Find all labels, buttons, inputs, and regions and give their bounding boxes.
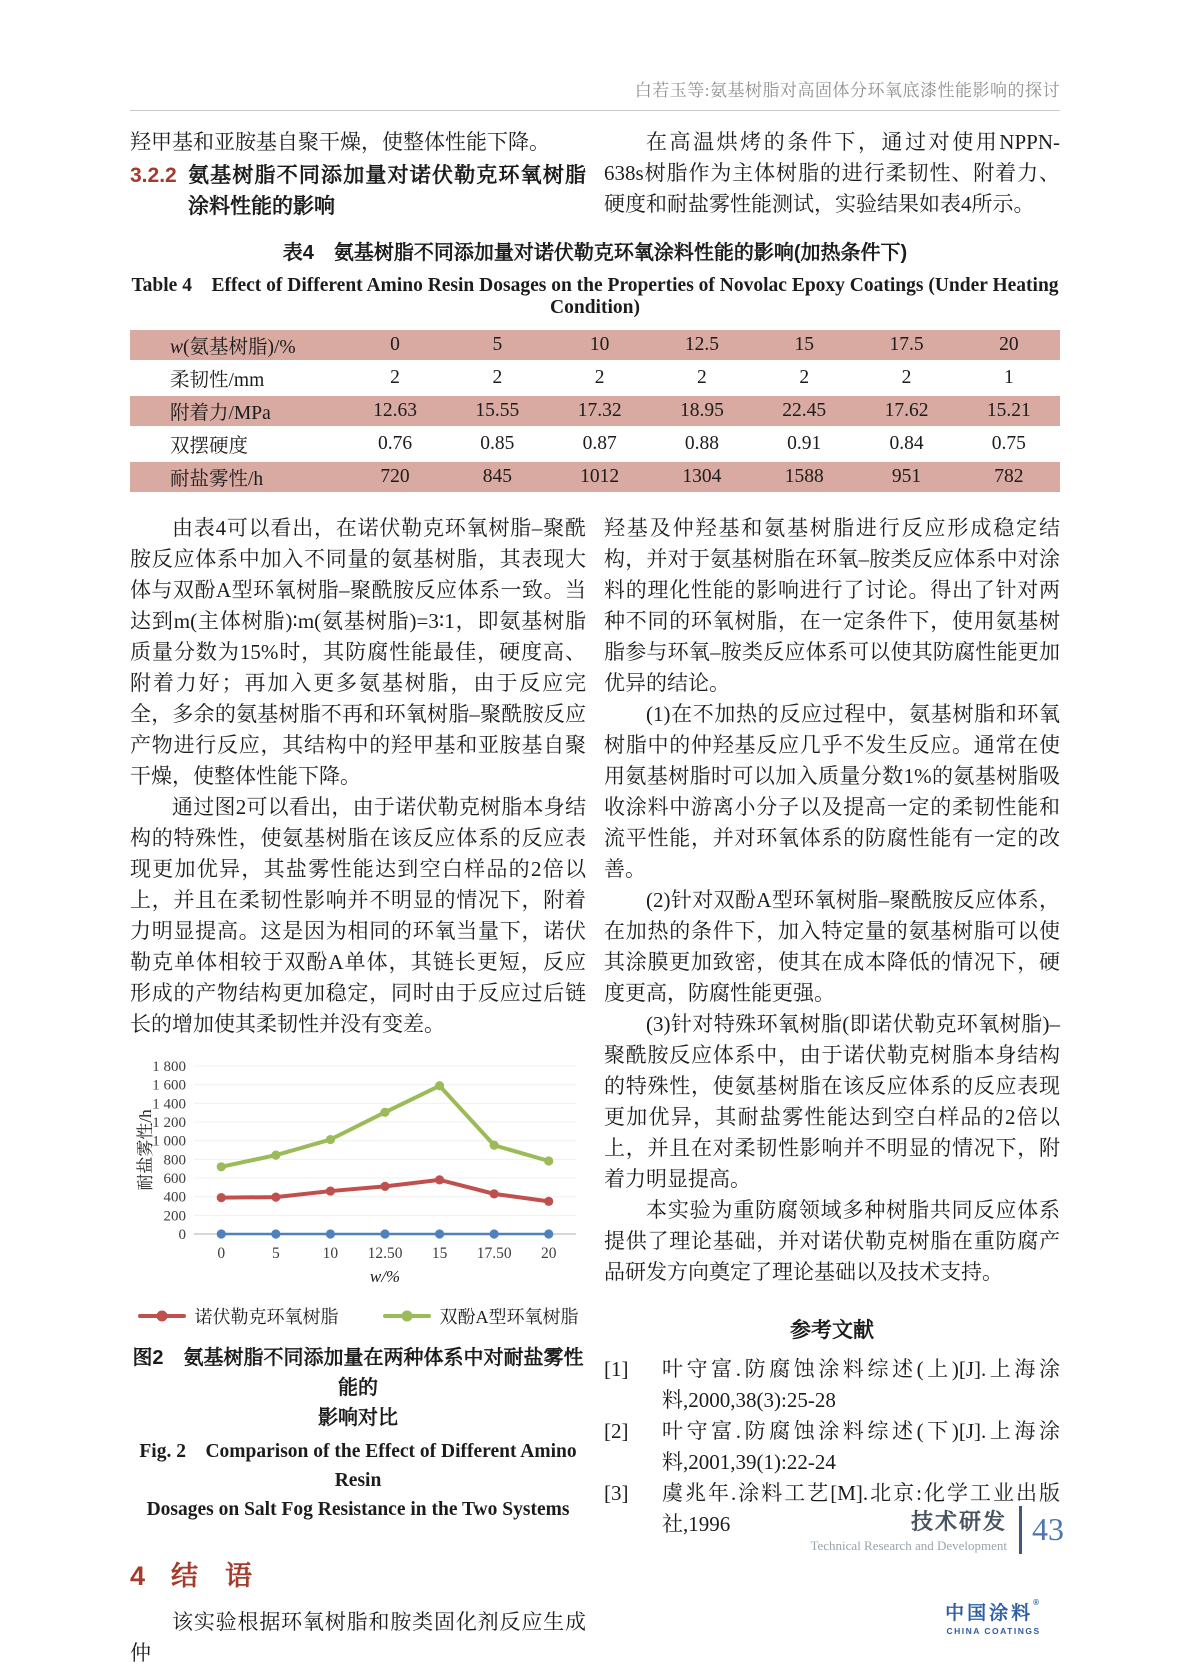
table-row [130, 462, 1060, 492]
reference-number: [1] [604, 1357, 629, 1381]
table-cell: 1 [1003, 367, 1014, 388]
data-point [544, 1156, 553, 1165]
reference-item [604, 1354, 1060, 1416]
table-row [130, 429, 1060, 459]
table-cell: 15.21 [958, 396, 1060, 426]
legend-marker-dot [156, 1311, 167, 1322]
section-3-2-2-heading [130, 160, 586, 222]
legend-marker [383, 1314, 431, 1318]
paragraph: 本实验为重防腐领域多种树脂共同反应体系提供了理论基础，并对诺伏勒克树脂在重防腐产品研发方向奠定了理论基础以及技术支持。 [604, 1198, 1060, 1284]
data-point [380, 1108, 389, 1117]
table-cell: 0.85 [480, 433, 515, 454]
legend-marker-dot [401, 1311, 412, 1322]
figure2-caption-cn-line1: 图2 氨基树脂不同添加量在两种体系中对耐盐雾性能的 [132, 1347, 584, 1399]
data-point [544, 1229, 553, 1238]
table-cell: 17.5 [855, 330, 957, 360]
figure2 [130, 1056, 586, 1524]
top-left-column [130, 127, 586, 222]
table-cell: 782 [958, 462, 1060, 492]
reference-text: 叶守富.防腐蚀涂料综述(下)[J].上海涂料,2001,39(1):22-24 [662, 1419, 1060, 1474]
svg-text:1 600: 1 600 [152, 1077, 186, 1094]
svg-text:600: 600 [163, 1171, 186, 1187]
section-title: 结 语 [171, 1561, 253, 1591]
table-cell: 720 [344, 462, 446, 492]
legend-item [138, 1303, 339, 1329]
svg-text:17.50: 17.50 [476, 1245, 512, 1262]
paragraph: 通过图2可以看出，由于诺伏勒克树脂本身结构的特殊性，使氨基树脂在该反应体系的反应表现更加优异，其盐雾性能达到空白样品的2倍以上，并且在柔韧性影响并不明显的情况下，附着力明显提高。这是因为相同的环氧当量下，诺伏勒克单体相较于双酚A单体，其链长更短，反应形成的产物结构更加稳定，同时由于反应过后链长的增加使其柔韧性并没有变差。 [130, 795, 586, 1036]
data-point [435, 1175, 444, 1184]
table-cell: 845 [446, 462, 548, 492]
data-point [435, 1081, 444, 1090]
page-footer [810, 1505, 1064, 1554]
svg-text:400: 400 [163, 1189, 186, 1206]
logo-text-en: CHINA COATINGS [946, 1626, 1041, 1636]
registered-mark: ® [1033, 1598, 1042, 1607]
section-number: 3.2.2 [130, 164, 177, 187]
data-point [271, 1193, 280, 1202]
table-cell: 0.84 [889, 433, 924, 454]
table-cell: 20 [958, 330, 1060, 360]
table-row [130, 396, 1060, 426]
table4-caption-cn: 表4 氨基树脂不同添加量对诺伏勒克环氧涂料性能的影响(加热条件下) [282, 242, 908, 264]
paragraph: 该实验根据环氧树脂和胺类固化剂反应生成仲 [130, 1610, 586, 1665]
table-cell: 2 [697, 367, 707, 388]
data-point [217, 1162, 226, 1171]
svg-text:800: 800 [163, 1152, 186, 1169]
top-right-column [604, 127, 1060, 222]
paragraph: 由表4可以看出，在诺伏勒克环氧树脂–聚酰胺反应体系中加入不同量的氨基树脂，其表现大体与双酚A型环氧树脂–聚酰胺反应体系一致。当达到m(主体树脂)∶m(氨基树脂)=3∶1，即氨基树脂质量分数为15%时，其防腐性能最佳，硬度高、附着力好；再加入更多氨基树脂，由于反应完全，多余的氨基树脂不再和环氧树脂–聚酰胺反应产物进行反应，其结构中的羟甲基和亚胺基自聚干燥，使整体性能下降。 [130, 516, 586, 788]
table-cell: 17.32 [548, 396, 650, 426]
series-line [221, 1086, 548, 1167]
table-cell: 柔韧性/mm [170, 370, 265, 391]
svg-text:0: 0 [178, 1227, 186, 1243]
svg-text:1 800: 1 800 [152, 1059, 186, 1075]
running-head-title: 白若玉等:氨基树脂对高固体分环氧底漆性能影响的探讨 [634, 81, 1060, 100]
table-cell: 0.75 [991, 433, 1026, 454]
reference-text: 虞兆年.涂料工艺[M].北京:化学工业出版社,1996 [662, 1481, 1060, 1536]
data-point [271, 1151, 280, 1160]
table-cell: 15.55 [446, 396, 548, 426]
table-header-row [130, 330, 1060, 360]
section-4-heading [130, 1554, 586, 1593]
page-number: 43 [1032, 1511, 1064, 1547]
reference-text: 叶守富.防腐蚀涂料综述(上)[J].上海涂料,2000,38(3):25-28 [662, 1357, 1060, 1412]
reference-item [604, 1416, 1060, 1478]
data-point [380, 1182, 389, 1191]
legend-marker [138, 1314, 186, 1318]
svg-text:200: 200 [163, 1208, 186, 1225]
table-cell: 17.62 [855, 396, 957, 426]
logo-text-cn: 中国涂料® [945, 1598, 1042, 1624]
table4-section [130, 236, 1060, 495]
table-cell: w(氨基树脂)/% [130, 330, 344, 360]
table4-caption-en: Table 4 Effect of Different Amino Resin Dosages on the Properties of Novolac Epoxy Coatings (Under Heating Condition) [131, 275, 1059, 318]
svg-text:15: 15 [431, 1245, 448, 1262]
table-cell: 0.88 [684, 433, 719, 454]
reference-number: [3] [604, 1481, 629, 1505]
svg-text:w/%: w/% [369, 1267, 401, 1286]
table-cell: 附着力/MPa [130, 396, 344, 426]
paragraph: (3)针对特殊环氧树脂(即诺伏勒克环氧树脂)–聚酰胺反应体系中，由于诺伏勒克树脂本身结构的特殊性，使氨基树脂在该反应体系的反应表现更加优异，其耐盐雾性能达到空白样品的2倍以上，并且在对柔韧性影响并不明显的情况下，附着力明显提高。 [604, 1012, 1060, 1191]
figure2-caption-en-line2: Dosages on Salt Fog Resistance in the Two Systems [146, 1499, 570, 1520]
data-point [326, 1135, 335, 1144]
svg-text:0: 0 [217, 1245, 226, 1262]
paragraph: (1)在不加热的反应过程中，氨基树脂和环氧树脂中的仲羟基反应几乎不发生反应。通常在使用氨基树脂时可以加入质量分数1%的氨基树脂吸收涂料中游离小分子以及提高一定的柔韧性能和流平性能，并对环氧体系的防腐性能有一定的改善。 [604, 702, 1060, 881]
figure2-caption-en-line1: Fig. 2 Comparison of the Effect of Different Amino Resin [139, 1441, 577, 1491]
footer-label-en: Technical Research and Development [810, 1538, 1007, 1553]
data-point [435, 1229, 444, 1238]
table-cell: 0.87 [582, 433, 617, 454]
table-cell: 15 [753, 330, 855, 360]
svg-text:5: 5 [271, 1245, 280, 1262]
footer-section-label [810, 1505, 1007, 1554]
china-coatings-logo [945, 1598, 1042, 1636]
main-text-row [130, 513, 1060, 1669]
table-cell: 12.63 [344, 396, 446, 426]
table-cell: 耐盐雾性/h [130, 462, 344, 492]
legend-label: 双酚A型环氧树脂 [439, 1307, 579, 1327]
table-cell: 2 [390, 367, 400, 388]
data-point [490, 1229, 499, 1238]
table-cell: 10 [548, 330, 650, 360]
brand-logo-wrap [604, 1598, 1060, 1639]
table-cell: 2 [901, 367, 912, 388]
reference-number: [2] [604, 1419, 629, 1443]
data-point [217, 1229, 226, 1238]
main-left-column [130, 513, 586, 1669]
table-cell: 0.76 [377, 433, 413, 454]
svg-text:耐盐雾性/h: 耐盐雾性/h [136, 1109, 155, 1191]
data-point [217, 1193, 226, 1202]
table-cell: 1588 [753, 462, 855, 492]
table-cell: 0 [344, 330, 446, 360]
salt-fog-line-chart [130, 1056, 586, 1288]
figure2-caption-cn-line2: 影响对比 [318, 1407, 398, 1429]
header-rule [130, 110, 1060, 111]
data-point [544, 1197, 553, 1206]
table-cell: 5 [446, 330, 548, 360]
footer-label-cn: 技术研发 [910, 1509, 1007, 1534]
top-text-row [130, 127, 1060, 222]
section-number: 4 [130, 1561, 146, 1591]
table-cell: 1304 [651, 462, 753, 492]
references-heading: 参考文献 [790, 1319, 874, 1342]
table-cell: 2 [594, 367, 605, 388]
table-cell: 2 [492, 367, 503, 388]
table-cell: 双摆硬度 [170, 436, 249, 457]
table-row [130, 363, 1060, 393]
section-title: 氨基树脂不同添加量对诺伏勒克环氧树脂涂料性能的影响 [188, 164, 586, 218]
table-cell: 12.5 [651, 330, 753, 360]
data-point [271, 1229, 280, 1238]
legend-item [383, 1303, 579, 1329]
footer-divider-bar [1019, 1506, 1022, 1554]
svg-text:12.50: 12.50 [367, 1245, 403, 1262]
main-right-column [604, 513, 1060, 1669]
table-cell: 0.91 [787, 433, 822, 454]
svg-text:10: 10 [322, 1245, 339, 1262]
paragraph: 羟甲基和亚胺基自聚干燥，使整体性能下降。 [130, 130, 550, 154]
svg-text:1 200: 1 200 [152, 1115, 186, 1131]
svg-text:1 400: 1 400 [152, 1096, 186, 1113]
svg-text:1 000: 1 000 [152, 1133, 186, 1150]
svg-text:20: 20 [540, 1245, 557, 1262]
figure2-caption-en [130, 1437, 586, 1524]
figure2-caption-cn [130, 1343, 586, 1433]
data-point [326, 1186, 335, 1195]
table-cell: 22.45 [753, 396, 855, 426]
data-point [490, 1141, 499, 1150]
legend-label: 诺伏勒克环氧树脂 [194, 1307, 339, 1327]
table-cell: 2 [799, 367, 810, 388]
paragraph: 在高温烘烤的条件下，通过对使用NPPN-638s树脂作为主体树脂的进行柔韧性、附着力、硬度和耐盐雾性能测试，实验结果如表4所示。 [604, 130, 1060, 216]
data-point [490, 1189, 499, 1198]
data-point [326, 1229, 335, 1238]
table4 [130, 327, 1060, 495]
table-cell: 18.95 [651, 396, 753, 426]
chart-legend [130, 1303, 586, 1329]
table-cell: 1012 [548, 462, 650, 492]
table-cell: 951 [855, 462, 957, 492]
data-point [380, 1229, 389, 1238]
paragraph: (2)针对双酚A型环氧树脂–聚酰胺反应体系，在加热的条件下，加入特定量的氨基树脂可以使其涂膜更加致密，使其在成本降低的情况下，硬度更高，防腐性能更强。 [604, 888, 1060, 1005]
paragraph: 羟基及仲羟基和氨基树脂进行反应形成稳定结构，并对于氨基树脂在环氧–胺类反应体系中对涂料的理化性能的影响进行了讨论。得出了针对两种不同的环氧树脂，在一定条件下，使用氨基树脂参与环氧–胺类反应体系可以使其防腐性能更加优异的结论。 [604, 516, 1060, 695]
